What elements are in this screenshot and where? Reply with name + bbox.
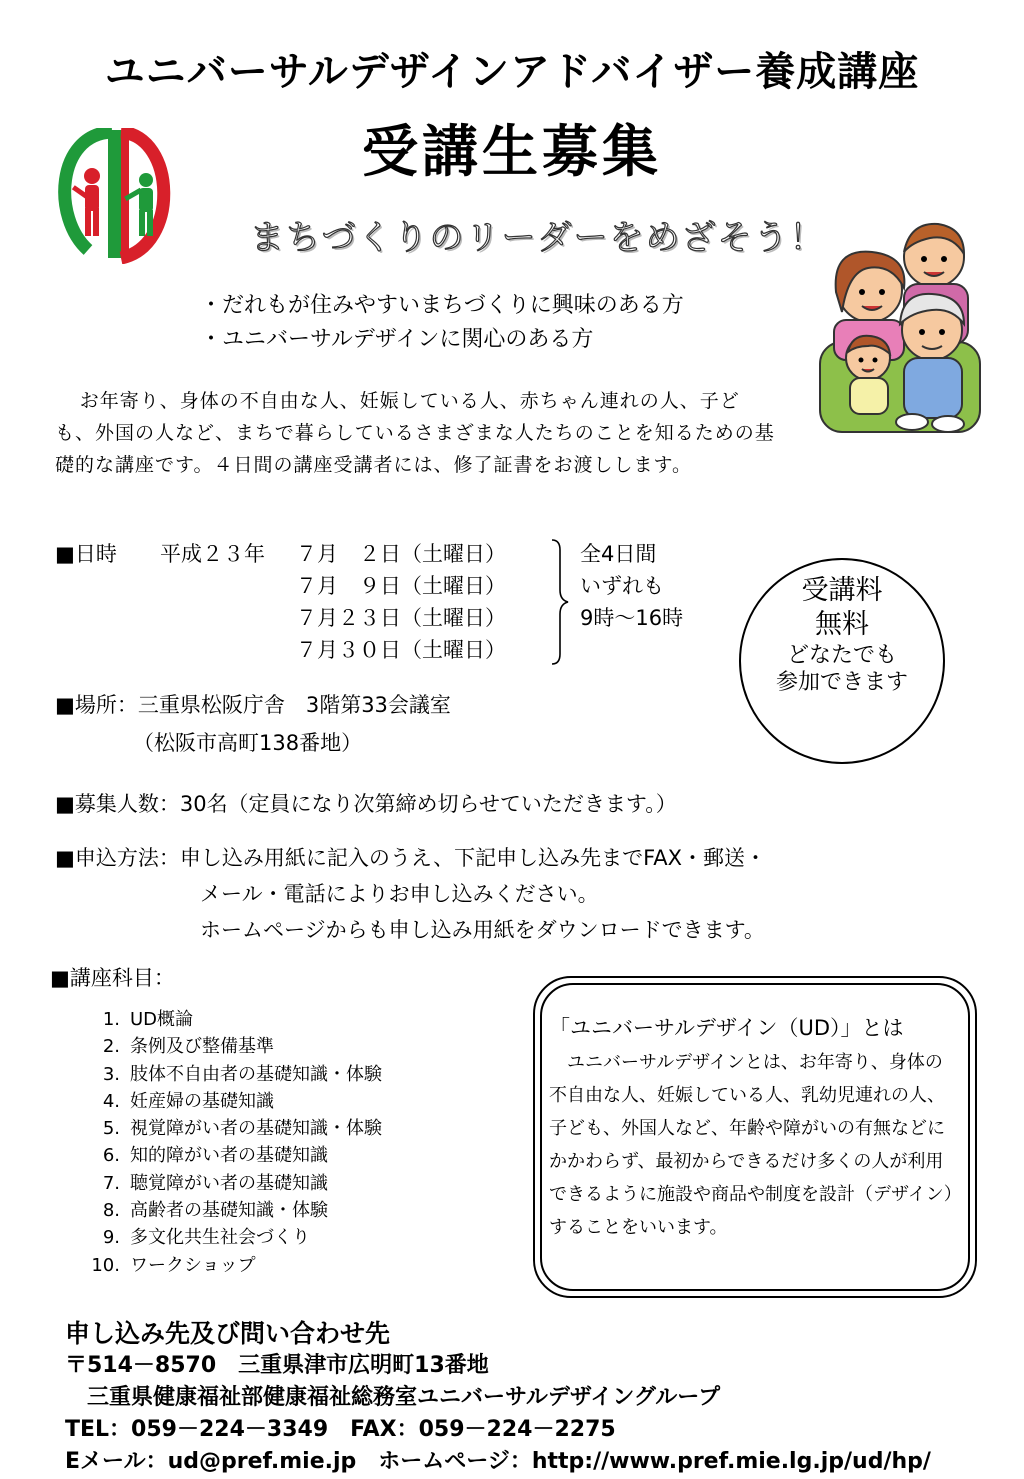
place-line-1: ■場所：三重県松阪庁舎 3階第33会議室 [55, 693, 451, 717]
target-line-1: ・だれもが住みやすいまちづくりに興味のある方 [200, 293, 684, 318]
fee-free: 無料 [815, 608, 869, 640]
list-item [70, 1252, 382, 1279]
schedule-note-2: いずれも [580, 574, 664, 598]
course-label: 条例及び整備基準 [130, 1036, 274, 1058]
ud-logo [48, 128, 178, 264]
course-num: 5. [102, 1118, 120, 1140]
ud-definition-text: ユニバーサルデザインとは、お年寄り、身体の不自由な人、妊娠している人、乳幼児連れの人、子ども、外国人など、年齢や障がいの有無などにかかわらず、最初からできるだけ多くの人が利用できるように施設や商品や制度を設計（デザイン）することをいいます。 [549, 1052, 953, 1238]
place-line-2: （松阪市高町138番地） [133, 731, 363, 755]
fee-join: 参加できます [775, 670, 908, 695]
course-num: 4. [102, 1090, 120, 1112]
course-num: 2. [102, 1036, 120, 1058]
fee-label: 受講料 [801, 575, 883, 606]
slogan: まちづくりのリーダーをめざそう！ [250, 218, 826, 258]
schedule-brace [548, 538, 570, 666]
course-num: 7. [102, 1172, 120, 1194]
course-label: 多文化共生社会づくり [130, 1227, 310, 1249]
fee-badge [739, 558, 945, 764]
course-num: 10. [91, 1254, 120, 1276]
target-line-2: ・ユニバーサルデザインに関心のある方 [200, 327, 594, 352]
course-num: 1. [102, 1009, 120, 1030]
list-item [70, 1142, 382, 1169]
contact-department: 三重県健康福祉部健康福祉総務室ユニバーサルデザイングループ [87, 1385, 721, 1410]
course-label: UD概論 [130, 1009, 194, 1030]
apply-line-2: メール・電話によりお申し込みください。 [200, 882, 599, 906]
schedule-label: ■日時 [55, 542, 117, 566]
capacity-line: ■募集人数：30名（定員になり次第締め切らせていただきます。） [55, 792, 677, 816]
ud-definition-box [533, 976, 977, 1298]
ud-definition-body [549, 1046, 959, 1244]
schedule-date-4: ７月３０日（土曜日） [296, 638, 506, 662]
apply-line-1: ■申込方法：申し込み用紙に記入のうえ、下記申し込み先までFAX・郵送・ [55, 846, 767, 870]
course-label: 妊産婦の基礎知識 [130, 1090, 274, 1112]
intro-paragraph [55, 385, 775, 481]
contact-address: 〒514－8570 三重県津市広明町13番地 [65, 1353, 489, 1378]
course-list [70, 1006, 382, 1279]
contact-phone-fax: TEL：059－224－3349 FAX：059－224－2275 [65, 1417, 616, 1442]
apply-line-3: ホームページからも申し込み用紙をダウンロードできます。 [200, 918, 765, 942]
course-num: 9. [102, 1227, 120, 1249]
schedule-note-1: 全4日間 [580, 542, 657, 566]
list-item [70, 1115, 382, 1142]
list-item [70, 1006, 382, 1033]
schedule-date-3: ７月２３日（土曜日） [296, 606, 506, 630]
list-item [70, 1170, 382, 1197]
list-item [70, 1033, 382, 1060]
contact-email-web: Eメール：ud@pref.mie.jp ホームページ：http://www.pref.mie.lg.jp/ud/hp/ [65, 1449, 931, 1474]
course-label: 肢体不自由者の基礎知識・体験 [130, 1063, 382, 1085]
course-label: 知的障がい者の基礎知識 [130, 1145, 328, 1167]
ud-definition-title: 「ユニバーサルデザイン（UD）」とは [549, 1016, 904, 1040]
contact-heading: 申し込み先及び問い合わせ先 [65, 1319, 391, 1348]
list-item [70, 1224, 382, 1251]
course-num: 8. [102, 1200, 120, 1222]
course-num: 3. [102, 1063, 120, 1085]
fee-anyone: どなたでも [786, 642, 897, 668]
family-illustration [812, 212, 992, 437]
recruitment-heading: 受講生募集 [362, 120, 662, 185]
schedule-note-3: 9時～16時 [580, 606, 684, 630]
course-label: ワークショップ [130, 1254, 256, 1276]
list-item [70, 1197, 382, 1224]
course-num: 6. [102, 1145, 120, 1167]
schedule-date-2: ７月 ９日（土曜日） [296, 574, 506, 598]
list-item [70, 1061, 382, 1088]
courses-heading: ■講座科目： [50, 966, 175, 990]
course-title: ユニバーサルデザインアドバイザー養成講座 [104, 49, 920, 95]
list-item [70, 1088, 382, 1115]
schedule-date-1: ７月 ２日（土曜日） [296, 542, 506, 566]
course-label: 高齢者の基礎知識・体験 [130, 1200, 328, 1222]
course-label: 視覚障がい者の基礎知識・体験 [130, 1118, 382, 1140]
course-label: 聴覚障がい者の基礎知識 [130, 1172, 328, 1194]
intro-text: お年寄り、身体の不自由な人、妊娠している人、赤ちゃん連れの人、子ども、外国の人など、まちで暮らしているさまざまな人たちのことを知るための基礎的な講座です。４日間の講座受講者には、修了証書をお渡しします。 [55, 390, 775, 476]
schedule-era: 平成２３年 [160, 542, 265, 566]
